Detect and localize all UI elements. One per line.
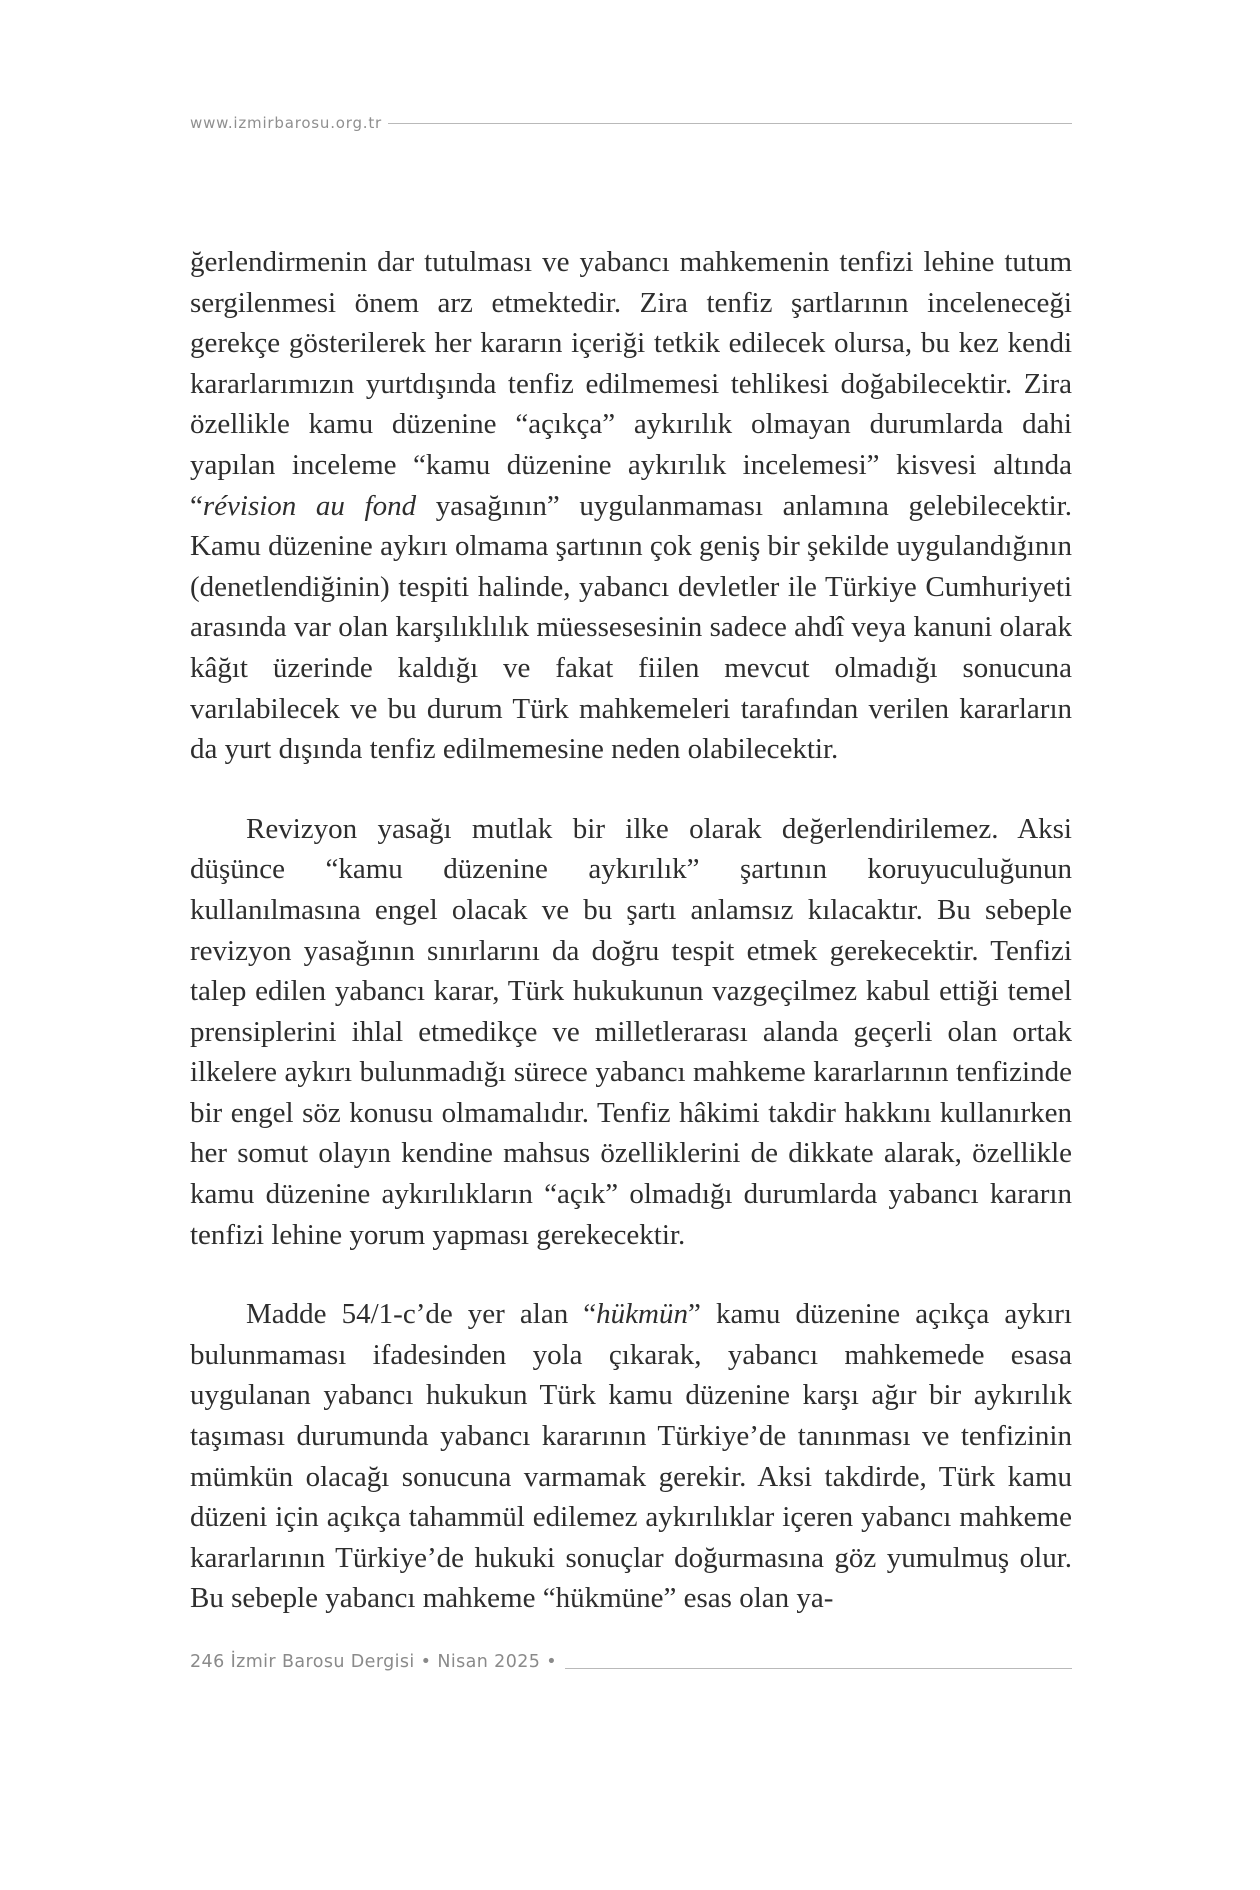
italic-term: révision au fond	[202, 489, 417, 522]
footer-rule	[565, 1668, 1072, 1669]
paragraph-1	[190, 242, 1072, 770]
text-segment: Madde 54/1-c’de yer alan “	[246, 1298, 597, 1331]
italic-term: hükmün	[596, 1298, 688, 1331]
text-segment: ” kamu düzenine açıkça aykırı bulunmaması ifadesinden yola çıkarak, yabancı mahkemede esasa uygulanan yabancı hukukun Türk kamu düzenine karşı ağır bir aykırılık taşıması durumunda yabancı kararının Türkiye’de tanınması ve tenfizinin mümkün olacağı sonucuna varmamak gerekir. Aksi takdirde, Türk kamu düzeni için açıkça tahammül edilemez aykırılıklar içeren yabancı mahkeme kararlarının Türkiye’de hukuki sonuçlar doğurmasına göz yumulmuş olur. Bu sebeple yabancı mahkeme “hükmüne” esas olan ya-	[190, 1298, 1072, 1615]
paragraph-2	[190, 809, 1072, 1256]
body-text	[190, 242, 1072, 1619]
text-segment: ğerlendirmenin dar tutulması ve yabancı mahkemenin tenfizi lehine tutum sergilenmesi önem arz etmektedir. Zira tenfiz şartlarının inceleneceği gerekçe gösterilerek her kararın içeriği tetkik edilecek olursa, bu kez kendi kararlarımızın yurtdışında tenfiz edilmemesi tehlikesi doğabilecektir. Zira özellikle kamu düzenine “açıkça” aykırılık olmayan durumlarda dahi yapılan inceleme “kamu düzenine aykırılık incelemesi” kisvesi altında “	[190, 246, 1072, 522]
text-segment: Revizyon yasağı mutlak bir ilke olarak değerlendirilemez. Aksi düşünce “kamu düzenine aykırılık” şartının koruyuculuğunun kullanılmasına engel olacak ve bu şartı anlamsız kılacaktır. Bu sebeple revizyon yasağının sınırlarını da doğru tespit etmek gerekecektir. Tenfizi talep edilen yabancı karar, Türk hukukunun vazgeçilmez kabul ettiği temel prensiplerini ihlal etmedikçe ve milletlerarası alanda geçerli olan ortak ilkelere aykırı bulunmadığı sürece yabancı mahkeme kararlarının tenfizinde bir engel söz konusu olmamalıdır. Tenfiz hâkimi takdir hakkını kullanırken her somut olayın kendine mahsus özelliklerini de dikkate alarak, özellikle kamu düzenine aykırılıkların “açık” olmadığı durumlarda yabancı kararın tenfizi lehine yorum yapması gerekecektir.	[190, 812, 1072, 1251]
header-rule	[388, 123, 1072, 124]
page-footer	[190, 1650, 1072, 1674]
footer-text: 246 İzmir Barosu Dergisi • Nisan 2025 •	[190, 1652, 557, 1672]
page-header	[190, 113, 1072, 133]
paragraph-3	[190, 1294, 1072, 1619]
header-url: www.izmirbarosu.org.tr	[190, 114, 383, 132]
text-segment: yasağının” uygulanmaması anlamına gelebilecektir. Kamu düzenine aykırı olmama şartının çok geniş bir şekilde uygulandığının (denetlendiğinin) tespiti halinde, yabancı devletler ile Türkiye Cumhuriyeti arasında var olan karşılıklılık müessesesinin sadece ahdî veya kanuni olarak kâğıt üzerinde kaldığı ve fakat fiilen mevcut olmadığı sonucuna varılabilecek ve bu durum Türk mahkemeleri tarafından verilen kararların da yurt dışında tenfiz edilmemesine neden olabilecektir.	[190, 489, 1072, 766]
